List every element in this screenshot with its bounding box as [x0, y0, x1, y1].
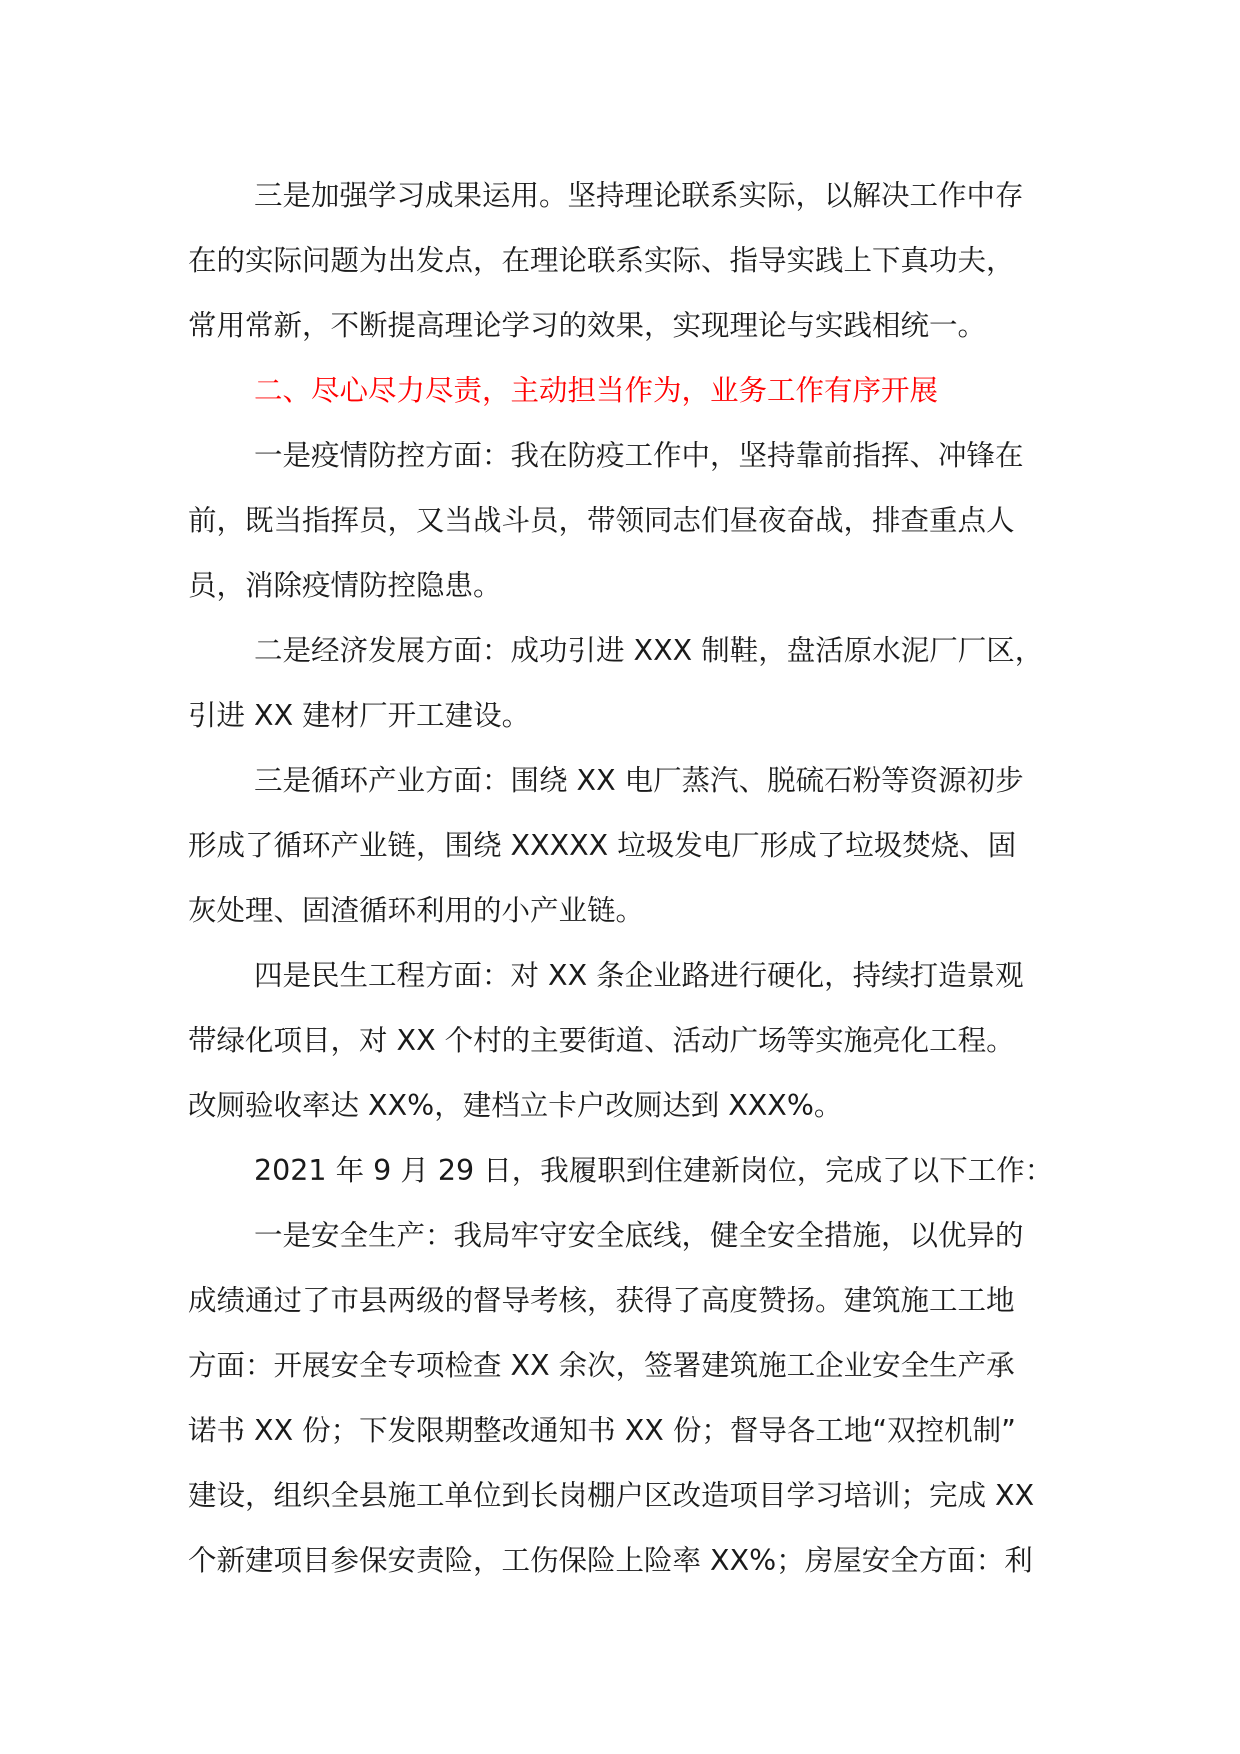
- paragraph-line: 形成了循环产业链，围绕 XXXXX 垃圾发电厂形成了垃圾焚烧、固: [188, 829, 1017, 862]
- paragraph-line: 2021 年 9 月 29 日，我履职到住建新岗位，完成了以下工作：: [254, 1154, 1054, 1187]
- paragraph-line: 四是民生工程方面：对 XX 条企业路进行硬化，持续打造景观: [254, 959, 1024, 992]
- paragraph-line: 前，既当指挥员，又当战斗员，带领同志们昼夜奋战，排查重点人: [188, 504, 1015, 537]
- paragraph-line: 员，消除疫情防控隐患。: [188, 569, 502, 602]
- paragraph-line: 二是经济发展方面：成功引进 XXX 制鞋，盘活原水泥厂厂区，: [254, 634, 1044, 667]
- paragraph-line: 成绩通过了市县两级的督导考核，获得了高度赞扬。建筑施工工地: [188, 1284, 1015, 1317]
- paragraph-line: 一是疫情防控方面：我在防疫工作中，坚持靠前指挥、冲锋在: [254, 439, 1024, 472]
- paragraph-line: 常用常新，不断提高理论学习的效果，实现理论与实践相统一。: [188, 309, 987, 342]
- paragraph-line: 引进 XX 建材厂开工建设。: [188, 699, 531, 732]
- paragraph-line: 三是加强学习成果运用。坚持理论联系实际，以解决工作中存: [254, 179, 1024, 212]
- paragraph-line: 建设，组织全县施工单位到长岗棚户区改造项目学习培训；完成 XX: [188, 1479, 1035, 1512]
- paragraph-line: 方面：开展安全专项检查 XX 余次，签署建筑施工企业安全生产承: [188, 1349, 1015, 1382]
- paragraph-line: 诺书 XX 份；下发限期整改通知书 XX 份；督导各工地“双控机制”: [188, 1414, 1016, 1447]
- paragraph-line: 三是循环产业方面：围绕 XX 电厂蒸汽、脱硫石粉等资源初步: [254, 764, 1024, 797]
- paragraph-line: 灰处理、固渣循环利用的小产业链。: [188, 894, 645, 927]
- section-heading: 二、尽心尽力尽责，主动担当作为，业务工作有序开展: [254, 374, 939, 407]
- paragraph-line: 个新建项目参保安责险，工伤保险上险率 XX%；房屋安全方面：利: [188, 1544, 1033, 1577]
- paragraph-line: 一是安全生产：我局牢守安全底线，健全安全措施，以优异的: [254, 1219, 1024, 1252]
- paragraph-line: 带绿化项目，对 XX 个村的主要街道、活动广场等实施亮化工程。: [188, 1024, 1015, 1057]
- document-body: [188, 163, 1058, 1593]
- paragraph-line: 在的实际问题为出发点，在理论联系实际、指导实践上下真功夫，: [188, 244, 1015, 277]
- paragraph-line: 改厕验收率达 XX%，建档立卡户改厕达到 XXX%。: [188, 1089, 843, 1122]
